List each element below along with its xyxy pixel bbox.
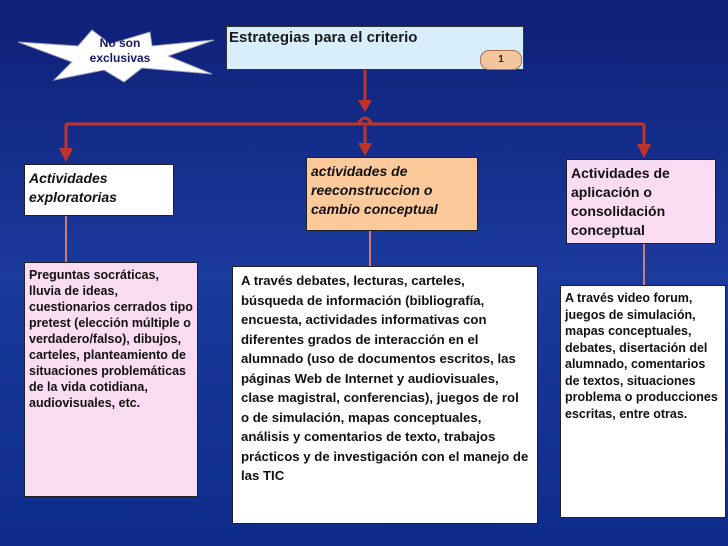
page-title: Estrategias para el criterio <box>229 29 418 46</box>
body-application: A través video forum, juegos de simulación, mapas conceptuales, debates, disertación del alumnado, comentarios de textos, situaciones problema o producciones escritas, entre otras. <box>560 285 726 518</box>
title-arrowhead <box>358 100 372 112</box>
title-box <box>226 26 524 70</box>
heading-conceptual-change: actividades de reeconstruccion o cambio conceptual <box>306 157 478 231</box>
left-arrowhead <box>59 148 73 162</box>
right-arrowhead <box>637 144 651 158</box>
criterion-number-badge: 1 <box>480 50 522 70</box>
body-conceptual-change: A través debates, lecturas, carteles, búsqueda de información (bibliografía, encuesta, actividades informativas con diferentes grados de interacción en el alumnado (uso de documentos escritos, las páginas Web de Internet y audiovisuales, clase magistral, conferencias), juegos de rol o de simulación, mapas conceptuales, análisis y comentarios de texto, trabajos prácticos y de investigación con el manejo de las TIC <box>232 266 538 524</box>
heading-exploratory: Actividades exploratorias <box>24 164 174 216</box>
middle-arrowhead <box>358 143 372 156</box>
heading-application: Actividades de aplicación o consolidación conceptual <box>566 159 716 244</box>
body-exploratory: Preguntas socráticas, lluvia de ideas, cuestionarios cerrados tipo pretest (elección múltiple o verdadero/falso), dibujos, carteles, planteamiento de situaciones problemáticas de la vida cotidiana, audiovisuales, etc. <box>24 262 198 497</box>
star-label: No son exclusivas <box>89 36 151 65</box>
